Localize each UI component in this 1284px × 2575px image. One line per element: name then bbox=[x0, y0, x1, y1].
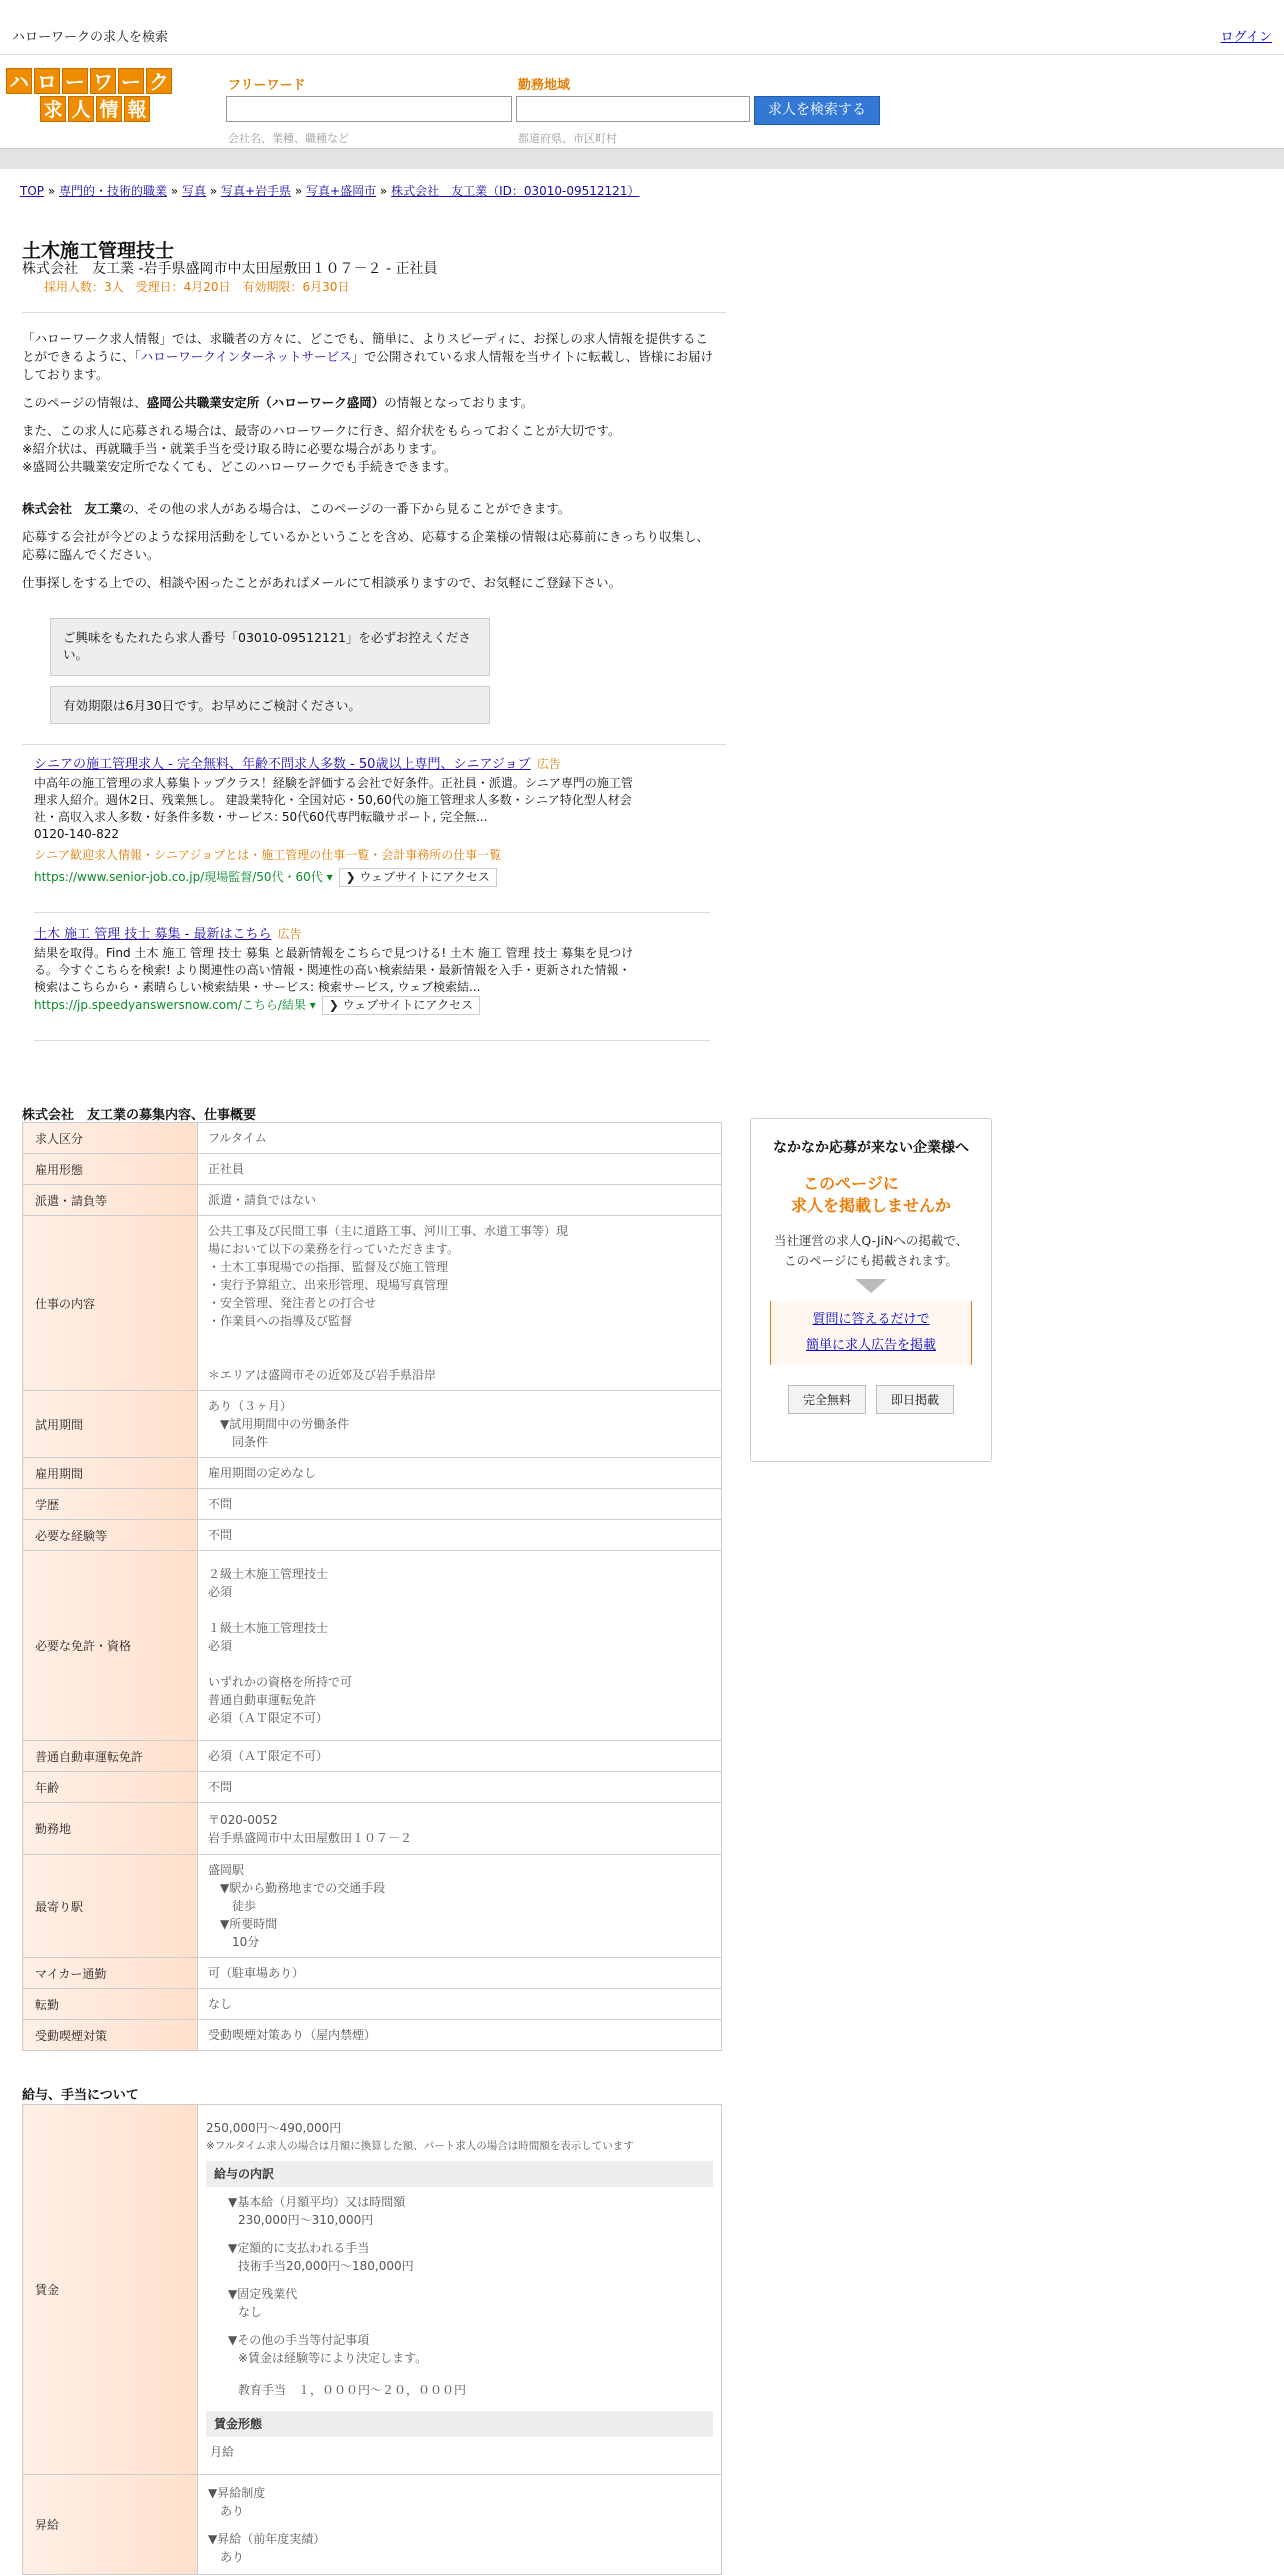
breakdown-item: なし bbox=[238, 2304, 263, 2319]
table-row bbox=[23, 1989, 722, 2020]
value-line: ・土木工事現場での指揮、監督及び施工管理 bbox=[208, 1260, 449, 1274]
row-key: 仕事の内容 bbox=[23, 1216, 198, 1391]
value-line bbox=[208, 1330, 711, 1348]
value-line: ２級土木施工管理技士 bbox=[208, 1566, 329, 1581]
value-line: ・安全管理、発注者との打合せ bbox=[208, 1296, 377, 1310]
ad-title[interactable]: シニアの施工管理求人 - 完全無料、年齢不問求人多数 - 50歳以上専門、シニアジョブ bbox=[34, 757, 531, 772]
ad-description: 中高年の施工管理の求人募集トップクラス！経験を評価する会社で好条件。正社員・派遣。シニア専門の施工管理求人紹介。週休2日、残業無し。 建設業特化・全国対応・50,60代の施工管理求人多数・シニア特化型人材会社・高収入求人多数・好条件多数・サービス: 50代60代専門転職サポート, 完全無... bbox=[34, 776, 633, 824]
intro-text: 」で公開されている求人情報を当サイトに転載し、皆様にお届けしております。 bbox=[22, 349, 714, 382]
row-value bbox=[198, 1551, 722, 1741]
value-line: 同条件 bbox=[208, 1435, 269, 1449]
row-value: 不問 bbox=[198, 1489, 722, 1520]
breadcrumb-photo-iwate[interactable]: 写真+岩手県 bbox=[221, 184, 292, 198]
row-key: 勤務地 bbox=[23, 1803, 198, 1855]
value-line: 盛岡駅 bbox=[208, 1863, 245, 1877]
divider bbox=[22, 312, 726, 313]
table-row bbox=[23, 1185, 722, 1216]
row-value: なし bbox=[198, 1989, 722, 2020]
ad-url[interactable]: https://www.senior-job.co.jp/現場監督/50代・60代 bbox=[34, 870, 323, 884]
intro-paragraph-2 bbox=[22, 394, 714, 412]
breadcrumb: TOP » 専門的・技術的職業 » 写真 » 写真+岩手県 » 写真+盛岡市 » 株式会社 友工業（ID：03010-09512121） bbox=[20, 184, 640, 198]
row-key: 派遣・請負等 bbox=[23, 1185, 198, 1216]
divider bbox=[34, 1040, 710, 1041]
site-name: ハローワークの求人を検索 bbox=[12, 30, 169, 45]
advertise-box bbox=[750, 1118, 992, 1462]
value-line: ▼駅から勤務地までの交通手段 bbox=[208, 1881, 386, 1895]
row-value: 受動喫煙対策あり（屋内禁煙） bbox=[198, 2020, 722, 2051]
breakdown-item: 教育手当 １，０００円～２０，０００円 bbox=[238, 2382, 467, 2397]
row-value bbox=[198, 1391, 722, 1458]
table-row bbox=[23, 2475, 722, 2575]
raise-line: ▼昇給（前年度実績） bbox=[208, 2531, 326, 2546]
value-line: 必須 bbox=[208, 1584, 233, 1599]
logo-tile: 報 bbox=[124, 96, 150, 122]
ad-description: 結果を取得。Find 土木 施工 管理 技士 募集 と最新情報をこちらで見つける! 土木 施工 管理 技士 募集を見つける。今すぐこちらを検索! より関連性の高い情報・関連性の高い検索結果・最新情報を入手・更新された情報・検索はこちらから・素晴らしい検索結果・サービス: 検索サービス, ウェブ検索結... bbox=[34, 946, 634, 994]
ad-title[interactable]: 土木 施工 管理 技士 募集 - 最新はこちら bbox=[34, 927, 272, 942]
advertise-title: なかなか応募が来ない企業様へ bbox=[773, 1140, 969, 1156]
breakdown-item: ▼固定残業代 bbox=[228, 2286, 298, 2301]
office-name: 盛岡公共職業安定所（ハローワーク盛岡） bbox=[146, 395, 385, 410]
logo-tile: 情 bbox=[96, 96, 122, 122]
value-line: 普通自動車運転免許 bbox=[208, 1692, 317, 1707]
row-key: 賃金 bbox=[23, 2105, 198, 2475]
breakdown-title: 給与の内訳 bbox=[206, 2161, 713, 2187]
breadcrumb-photo-morioka[interactable]: 写真+盛岡市 bbox=[306, 184, 377, 198]
breadcrumb-top[interactable]: TOP bbox=[20, 184, 45, 198]
headline-line: 求人を掲載しませんか bbox=[790, 1196, 951, 1215]
logo-tile: ー bbox=[118, 68, 144, 94]
logo-tile: ー bbox=[62, 68, 88, 94]
job-subtitle: 株式会社 友工業 -岩手県盛岡市中太田屋敷田１０７－２ - 正社員 bbox=[22, 261, 438, 277]
breakdown-item: ※賃金は経験等により決定します。 bbox=[238, 2350, 428, 2365]
table-row bbox=[23, 1741, 722, 1772]
row-value: 雇用期間の定めなし bbox=[198, 1458, 722, 1489]
value-line: １級土木施工管理技士 bbox=[208, 1620, 329, 1635]
salary-title: 給与、手当について bbox=[22, 2088, 139, 2103]
ad-sublinks[interactable]: シニア歓迎求人情報・シニアジョブとは・施工管理の仕事一覧・会計事務所の仕事一覧 bbox=[34, 848, 502, 862]
value-line: ＊エリアは盛岡市その近郊及び岩手県沿岸 bbox=[208, 1368, 437, 1382]
intro-line: ※盛岡公共職業安定所でなくても、どこのハローワークでも手続きできます。 bbox=[22, 459, 457, 474]
intro-paragraph-1 bbox=[22, 330, 714, 384]
logo-tile: ロ bbox=[34, 68, 60, 94]
row-key: マイカー通勤 bbox=[23, 1958, 198, 1989]
answer-questions-link[interactable]: 質問に答えるだけで bbox=[812, 1312, 930, 1327]
row-key: 雇用期間 bbox=[23, 1458, 198, 1489]
free-word-input[interactable] bbox=[226, 96, 512, 122]
free-word-label: フリーワード bbox=[228, 78, 306, 93]
raise-line: ▼昇給制度 bbox=[208, 2485, 266, 2500]
body-line: このページにも掲載されます。 bbox=[784, 1253, 958, 1268]
row-key: 最寄り駅 bbox=[23, 1855, 198, 1958]
job-meta: 採用人数：3人 受理日：4月20日 有効期限：6月30日 bbox=[44, 280, 350, 294]
post-ad-link[interactable]: 簡単に求人広告を掲載 bbox=[805, 1338, 936, 1353]
salary-table bbox=[22, 2104, 722, 2575]
hellowork-internet-link[interactable]: ハローワークインターネットサービス bbox=[140, 349, 352, 364]
ad-visit-label: ウェブサイトにアクセス bbox=[359, 870, 490, 884]
row-key: 年齢 bbox=[23, 1772, 198, 1803]
breakdown-item: ▼その他の手当等付記事項 bbox=[228, 2332, 370, 2347]
breadcrumb-category[interactable]: 専門的・技術的職業 bbox=[59, 184, 168, 198]
table-row bbox=[23, 2020, 722, 2051]
expiry-notice: 有効期限は6月30日です。お早めにご検討ください。 bbox=[50, 686, 490, 724]
row-value: フルタイム bbox=[198, 1123, 722, 1154]
table-row bbox=[23, 1803, 722, 1855]
ad-url[interactable]: https://jp.speedyanswersnow.com/こちら/結果 bbox=[34, 998, 306, 1012]
advertise-headline bbox=[751, 1173, 991, 1217]
intro-text: このページの情報は、 bbox=[22, 395, 147, 410]
intro-text: の情報となっております。 bbox=[384, 395, 534, 410]
value-line: ・作業員への指導及び監督 bbox=[208, 1314, 353, 1328]
value-line: 必須（ＡＴ限定不可） bbox=[208, 1710, 329, 1725]
value-line: ▼試用期間中の労働条件 bbox=[208, 1417, 350, 1431]
ad-block-2: 土木 施工 管理 技士 募集 - 最新はこちら 広告 結果を取得。Find 土木 施工 管理 技士 募集 と最新情報をこちらで見つける! 土木 施工 管理 技士 募集を見つける。今すぐこちらを検索! より関連性の高い情報・関連性の高い検索結果・最新情報を入手・更新された情報・検索はこちらから・素晴らしい検索結果・サービス: 検索サービス, ウェブ検索結... https://jp.speedyanswersnow.com/こちら/結果 ▾ ❯ ウェブサイトにアクセス bbox=[34, 926, 634, 1015]
breadcrumb-company[interactable]: 株式会社 友工業（ID：03010-09512121） bbox=[391, 184, 640, 198]
wage-form: 月給 bbox=[210, 2444, 235, 2459]
ad-visit-label: ウェブサイトにアクセス bbox=[342, 998, 473, 1012]
value-line: ▼所要時間 bbox=[208, 1917, 278, 1931]
table-row bbox=[23, 1489, 722, 1520]
row-value: 不問 bbox=[198, 1772, 722, 1803]
table-row bbox=[23, 1123, 722, 1154]
search-button[interactable]: 求人を検索する bbox=[754, 96, 880, 125]
area-label: 勤務地域 bbox=[518, 78, 571, 93]
ad-visit-button[interactable]: ❯ ウェブサイトにアクセス bbox=[322, 996, 480, 1015]
value-line: 徒歩 bbox=[208, 1899, 257, 1913]
body-line: 当社運営の求人Q-JiNへの掲載で、 bbox=[773, 1233, 969, 1248]
row-key: 転勤 bbox=[23, 1989, 198, 2020]
row-value: 派遣・請負ではない bbox=[198, 1185, 722, 1216]
value-line: 公共工事及び民間工事（主に道路工事、河川工事、水道工事等）現 bbox=[208, 1224, 569, 1238]
area-input[interactable] bbox=[516, 96, 750, 122]
table-row bbox=[23, 1458, 722, 1489]
free-badge-button[interactable]: 完全無料 bbox=[788, 1385, 866, 1414]
row-value bbox=[198, 2105, 722, 2475]
company-name: 株式会社 友工業 bbox=[22, 501, 123, 516]
ad-block-1: シニアの施工管理求人 - 完全無料、年齢不問求人多数 - 50歳以上専門、シニアジョブ 広告 中高年の施工管理の求人募集トップクラス！経験を評価する会社で好条件。正社員・派遣。シニア専門の施工管理求人紹介。週休2日、残業無し。 建設業特化・全国対応・50,60代の施工管理求人多数・シニア特化型人材会社・高収入求人多数・好条件多数・サービス: 50代60代専門転職サポート, 完全無... 0120-140-822 シニア歓迎求人情報・シニアジョブとは・施工管理の仕事一覧・会計事務所の仕事一覧 https://www.senior-job.co.jp/現場監督/50代・60代 ▾ ❯ ウェブサイトにアクセス bbox=[34, 756, 634, 887]
advertise-body bbox=[751, 1231, 991, 1271]
same-day-badge-button[interactable]: 即日掲載 bbox=[876, 1385, 954, 1414]
area-hint: 都道府県、市区町村 bbox=[518, 132, 617, 145]
login-link[interactable]: ログイン bbox=[1220, 30, 1272, 45]
row-value: 必須（ＡＴ限定不可） bbox=[198, 1741, 722, 1772]
logo-tile: ワ bbox=[90, 68, 116, 94]
advertise-links bbox=[770, 1301, 972, 1365]
row-value: 可（駐車場あり） bbox=[198, 1958, 722, 1989]
intro-text: 「ハローワーク求人情報」では、求職者の方々に、どこでも、簡単に、よりスピーディに、お探しの求人情報を提供することができるように、「 bbox=[22, 331, 709, 364]
row-value bbox=[198, 1216, 722, 1391]
row-key: 学歴 bbox=[23, 1489, 198, 1520]
ad-phone[interactable]: 0120-140-822 bbox=[34, 827, 120, 841]
intro-paragraph-6: 仕事探しをする上での、相談や困ったことがあればメールにて相談承りますので、お気軽にご登録下さい。 bbox=[22, 575, 622, 590]
value-line: 10分 bbox=[208, 1935, 260, 1949]
top-bar bbox=[0, 0, 1284, 55]
value-line bbox=[208, 1601, 711, 1619]
row-value bbox=[198, 1803, 722, 1855]
details-title: 株式会社 友工業の募集内容、仕事概要 bbox=[22, 1108, 257, 1123]
breakdown-item: ▼定額的に支払われる手当 bbox=[228, 2240, 370, 2255]
wage-form-title: 賃金形態 bbox=[206, 2411, 713, 2437]
intro-text: の、その他の求人がある場合は、このページの一番下から見ることができます。 bbox=[122, 501, 571, 516]
value-line: 〒020-0052 bbox=[208, 1812, 278, 1827]
logo-tile: ハ bbox=[6, 68, 32, 94]
breakdown-item: 技術手当20,000円〜180,000円 bbox=[238, 2258, 414, 2273]
row-key: 必要な免許・資格 bbox=[23, 1551, 198, 1741]
free-word-hint: 会社名、業種、職種など bbox=[228, 132, 349, 145]
job-number-notice: ご興味をもたれたら求人番号「03010-09512121」を必ずお控えください。 bbox=[50, 618, 490, 676]
table-row bbox=[23, 1772, 722, 1803]
table-row bbox=[23, 1154, 722, 1185]
table-row bbox=[23, 1551, 722, 1741]
row-value: 正社員 bbox=[198, 1154, 722, 1185]
logo-tile: 求 bbox=[40, 96, 66, 122]
table-row bbox=[23, 1958, 722, 1989]
logo-tile: ク bbox=[146, 68, 172, 94]
job-title: 土木施工管理技士 bbox=[22, 240, 175, 262]
ad-tag: 広告 bbox=[536, 757, 561, 771]
row-key: 昇給 bbox=[23, 2475, 198, 2575]
value-line bbox=[208, 1655, 711, 1673]
salary-range: 250,000円〜490,000円 bbox=[206, 2120, 342, 2135]
raise-line: あり bbox=[220, 2549, 245, 2564]
breakdown-item: ▼基本給（月額平均）又は時間額 bbox=[228, 2194, 406, 2209]
intro-paragraph-3 bbox=[22, 422, 714, 476]
divider bbox=[22, 744, 726, 745]
value-line: 必須 bbox=[208, 1638, 233, 1653]
value-line bbox=[208, 1348, 711, 1366]
details-table bbox=[22, 1122, 722, 2051]
row-value bbox=[198, 2475, 722, 2575]
arrow-down-icon bbox=[855, 1279, 887, 1293]
ad-tag: 広告 bbox=[277, 927, 302, 941]
table-row bbox=[23, 1520, 722, 1551]
row-value bbox=[198, 1855, 722, 1958]
value-line: あり（３ヶ月） bbox=[208, 1399, 293, 1413]
row-key: 受動喫煙対策 bbox=[23, 2020, 198, 2051]
intro-line: ※紹介状は、再就職手当・就業手当を受け取る時に必要な場合があります。 bbox=[22, 441, 444, 456]
intro-paragraph-5: 応募する会社が今どのような採用活動をしているかということを含め、応募する企業様の情報は応募前にきっちり収集し、応募に臨んでください。 bbox=[22, 529, 710, 562]
header-divider bbox=[0, 148, 1284, 169]
row-value: 不問 bbox=[198, 1520, 722, 1551]
value-line: 岩手県盛岡市中太田屋敷田１０７－２ bbox=[208, 1830, 413, 1845]
divider bbox=[34, 912, 710, 913]
salary-note: ※フルタイム求人の場合は月額に換算した額、パート求人の場合は時間額を表示しています bbox=[206, 2139, 634, 2152]
intro-line: また、この求人に応募される場合は、最寄のハローワークに行き、紹介状をもらっておくことが大切です。 bbox=[22, 423, 621, 438]
breakdown-item: 230,000円〜310,000円 bbox=[238, 2212, 374, 2227]
logo-tile: 人 bbox=[68, 96, 94, 122]
headline-line: このページに bbox=[803, 1174, 899, 1193]
table-row bbox=[23, 1216, 722, 1391]
raise-line: あり bbox=[220, 2503, 245, 2518]
row-key: 必要な経験等 bbox=[23, 1520, 198, 1551]
row-key: 普通自動車運転免許 bbox=[23, 1741, 198, 1772]
row-key: 雇用形態 bbox=[23, 1154, 198, 1185]
value-line: ・実行予算組立、出来形管理、現場写真管理 bbox=[208, 1278, 449, 1292]
table-row bbox=[23, 1855, 722, 1958]
table-row bbox=[23, 2105, 722, 2475]
breadcrumb-photo[interactable]: 写真 bbox=[182, 184, 207, 198]
value-line: いずれかの資格を所持で可 bbox=[208, 1674, 353, 1689]
row-key: 求人区分 bbox=[23, 1123, 198, 1154]
ad-visit-button[interactable]: ❯ ウェブサイトにアクセス bbox=[339, 868, 497, 887]
site-logo[interactable] bbox=[6, 68, 178, 124]
intro-paragraph-4 bbox=[22, 500, 714, 518]
row-key: 試用期間 bbox=[23, 1391, 198, 1458]
table-row bbox=[23, 1391, 722, 1458]
value-line: 場において以下の業務を行っていただきます。 bbox=[208, 1242, 460, 1256]
